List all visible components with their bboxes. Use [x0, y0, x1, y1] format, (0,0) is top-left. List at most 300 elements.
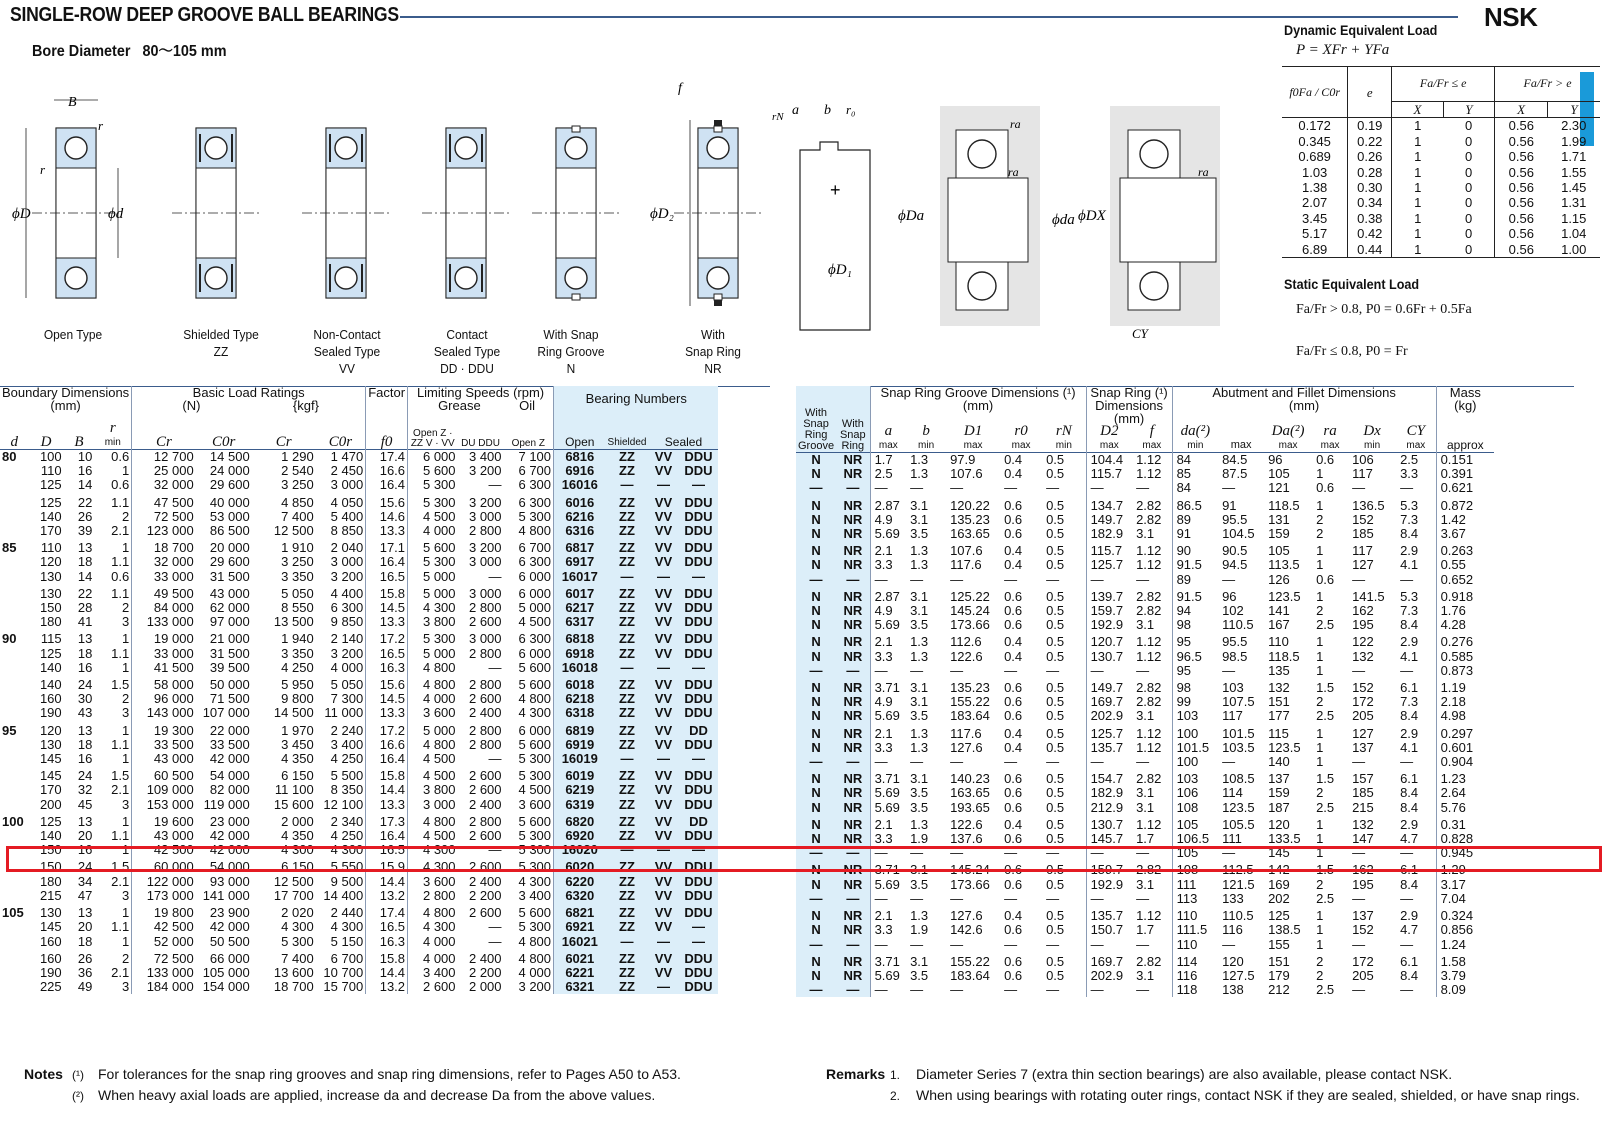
table-cell: 3 — [94, 615, 131, 629]
table-cell: 110 — [1176, 936, 1198, 952]
table-cell: — — [796, 573, 836, 587]
table-cell: 118 — [1176, 982, 1198, 998]
table-cell: 4.9 — [874, 694, 893, 710]
table-cell: 160 — [39, 933, 62, 949]
table-cell: 127.6 — [950, 908, 983, 924]
table-cell: — — [1004, 982, 1018, 998]
table-cell: 62 000 — [209, 600, 250, 616]
dynamic-load-row — [1282, 134, 1600, 149]
table-cell: 135.23 — [950, 511, 990, 527]
table-cell: 134.7 — [1090, 497, 1124, 513]
table-cell: 140 — [39, 508, 62, 524]
table-cell: 18 — [77, 933, 93, 949]
table-row — [0, 738, 718, 752]
table-cell: 215 — [1352, 799, 1374, 815]
table-cell: 2 800 — [468, 645, 502, 661]
table-cell: 18 — [77, 645, 93, 661]
table-cell: 90.5 — [1222, 543, 1248, 559]
table-cell: 3.1 — [910, 497, 929, 513]
table-cell — [0, 752, 29, 766]
table-cell: 8.4 — [1396, 618, 1436, 632]
table-cell: 1.12 — [1132, 558, 1172, 572]
table-cell: 169 — [1268, 876, 1290, 892]
table-cell: 0.6 — [1004, 694, 1023, 710]
table-cell: 6921 — [554, 920, 606, 934]
svg-text:ϕDX: ϕDX — [1078, 208, 1106, 224]
table-cell: NR — [836, 496, 870, 513]
table-cell: 120.22 — [950, 497, 990, 513]
table-cell: 4.1 — [1396, 650, 1436, 664]
table-cell: DDU — [678, 875, 718, 889]
table-cell: NR — [836, 541, 870, 558]
table-cell: 173.66 — [950, 876, 990, 892]
table-cell: — — [1004, 754, 1018, 770]
table-cell: 2 — [1316, 785, 1324, 801]
table-cell: 3.71 — [874, 862, 900, 878]
table-cell: 0.6 — [1316, 571, 1335, 587]
table-cell: 0.5 — [1042, 467, 1086, 481]
table-cell: 192.9 — [1090, 876, 1124, 892]
left-spec-table-wrap — [0, 386, 718, 994]
table-cell: 18 — [77, 554, 93, 570]
table-cell: ZZ — [606, 615, 649, 629]
table-cell: 1 — [94, 903, 131, 920]
table-cell — [0, 935, 29, 949]
table-cell: 2.9 — [1396, 906, 1436, 923]
table-cell: 6320 — [554, 889, 606, 903]
table-cell: — — [950, 480, 964, 496]
table-cell: 0.5 — [1042, 541, 1086, 558]
table-cell: 107.5 — [1222, 694, 1255, 710]
table-cell: 108.5 — [1222, 771, 1255, 787]
table-cell: 2 000 — [281, 813, 314, 829]
table-cell: 4 800 — [504, 935, 554, 949]
table-cell: 42 000 — [209, 751, 250, 767]
table-row — [0, 889, 718, 903]
header-mass-unit: (kg) — [1454, 398, 1477, 413]
header-e: e — [1348, 67, 1392, 118]
table-row — [796, 815, 1494, 832]
table-cell: — — [1004, 480, 1018, 496]
table-cell: NR — [836, 832, 870, 846]
table-cell: 0.5 — [1042, 618, 1086, 632]
table-cell: 122.6 — [950, 648, 983, 664]
table-cell: 1 470 — [316, 450, 366, 465]
table-cell: 89 — [1176, 511, 1192, 527]
table-row — [796, 938, 1494, 952]
table-cell: 97 000 — [209, 614, 250, 630]
table-cell: 5 600 — [504, 738, 554, 752]
table-cell: 1.7 — [1132, 832, 1172, 846]
table-cell: — — [678, 478, 718, 492]
table-cell: — — [1352, 754, 1366, 770]
table-cell: 4 300 — [316, 920, 366, 934]
table-cell: — — [1352, 890, 1366, 906]
table-cell: 16.4 — [366, 555, 408, 569]
table-cell: 91.5 — [1176, 588, 1202, 604]
table-cell — [0, 570, 29, 584]
table-cell: 5 600 — [504, 903, 554, 920]
table-row — [796, 541, 1494, 558]
table-cell: — — [836, 846, 870, 860]
table-cell: 6 000 — [504, 570, 554, 584]
table-cell: ZZ — [606, 966, 649, 980]
static-load-line-1: Fa/Fr > 0.8, P0 = 0.6Fr + 0.5Fa — [1296, 302, 1472, 317]
table-cell: 5 600 — [422, 463, 456, 479]
table-cell: 1 — [1316, 754, 1324, 770]
table-cell: 0.6 — [1316, 480, 1335, 496]
table-cell: N — [796, 969, 836, 983]
table-cell: 0.263 — [1440, 543, 1474, 559]
table-cell: — — [1352, 936, 1366, 952]
table-cell: 23 000 — [209, 813, 250, 829]
table-cell — [0, 524, 29, 538]
table-cell: 120 — [1222, 953, 1244, 969]
table-cell: 16 — [77, 751, 93, 767]
header-r-min: min — [104, 437, 121, 448]
header-symbol: D2 — [1100, 423, 1119, 439]
table-cell: 3.71 — [874, 953, 900, 969]
table-cell: 123.5 — [1268, 588, 1301, 604]
table-row — [796, 906, 1494, 923]
table-cell: 2.82 — [1132, 678, 1172, 695]
table-cell: 1.5 — [1316, 680, 1335, 696]
static-load-line-2: Fa/Fr ≤ 0.8, P0 = Fr — [1296, 344, 1408, 359]
table-cell: 0.5 — [1042, 650, 1086, 664]
table-cell: 5 600 — [422, 540, 456, 556]
table-cell: 0.31 — [1440, 816, 1466, 832]
table-cell: — — [874, 982, 888, 998]
table-cell: 125 — [39, 813, 62, 829]
table-cell: 2.1 — [94, 783, 131, 797]
table-cell: 185 — [1352, 526, 1374, 542]
diagram-caption-line: VV — [339, 361, 355, 376]
table-cell: 125.22 — [950, 588, 990, 604]
header-x1: X — [1392, 102, 1443, 118]
table-cell: VV — [648, 493, 678, 510]
table-cell: 155.22 — [950, 694, 990, 710]
table-cell: 151 — [1268, 953, 1290, 969]
table-cell: 14.4 — [366, 875, 408, 889]
table-cell — [0, 783, 29, 797]
table-cell: NR — [836, 801, 870, 815]
table-cell: 82 000 — [209, 782, 250, 798]
table-cell: 4 250 — [281, 659, 314, 675]
table-cell: 5 300 — [504, 829, 554, 843]
table-cell: 4 500 — [422, 751, 456, 767]
note-2-text: When heavy axial loads are applied, increase da and decrease Da from the above values. — [98, 1087, 656, 1103]
header-speeds-unit: (rpm) — [513, 385, 545, 400]
table-row — [0, 829, 718, 843]
table-cell: 130 — [39, 736, 62, 752]
table-cell: 2 — [1316, 694, 1324, 710]
dynamic-load-row — [1282, 242, 1600, 258]
table-cell: 3 400 — [422, 964, 456, 980]
table-cell: 133.5 — [1268, 831, 1301, 847]
table-cell: 15.9 — [366, 857, 408, 874]
table-cell: 154 000 — [202, 979, 250, 995]
table-cell: 5 300 — [422, 631, 456, 647]
table-cell: 1.5 — [1316, 862, 1335, 878]
table-cell — [0, 647, 29, 661]
table-cell: DDU — [678, 538, 718, 555]
table-cell: 5 300 — [504, 752, 554, 766]
table-cell: 2.1 — [94, 966, 131, 980]
table-cell: N — [796, 801, 836, 815]
table-cell: 0.5 — [1042, 906, 1086, 923]
remark-2-index: 2. — [890, 1089, 901, 1103]
table-cell: VV — [648, 555, 678, 569]
table-cell: 15 600 — [273, 796, 314, 812]
table-cell: N — [796, 541, 836, 558]
table-cell: N — [796, 587, 836, 604]
bore-label-text: Bore Diameter — [32, 43, 131, 60]
table-cell: 0.5 — [1042, 832, 1086, 846]
table-cell: N — [796, 923, 836, 937]
header-d2 — [1086, 425, 1132, 453]
table-cell: 16.6 — [366, 738, 408, 752]
table-cell: N — [796, 632, 836, 649]
table-cell: 6321 — [554, 980, 606, 994]
table-cell: 3.71 — [874, 771, 900, 787]
table-cell: 5.69 — [874, 967, 900, 983]
svg-text:+: + — [830, 180, 841, 200]
table-cell: 3.1 — [910, 771, 929, 787]
table-cell: 2 800 — [422, 887, 456, 903]
table-cell: 2 — [1316, 603, 1324, 619]
table-cell: 100 — [2, 813, 24, 829]
table-row — [796, 513, 1494, 527]
table-cell: 0.5 — [1042, 878, 1086, 892]
header-load-ratings — [132, 386, 366, 422]
table-cell: 149.7 — [1090, 511, 1124, 527]
table-cell: 130.7 — [1090, 648, 1124, 664]
table-cell: DDU — [678, 783, 718, 797]
table-cell: 115.7 — [1090, 543, 1123, 559]
table-cell: 2.1 — [874, 725, 893, 741]
table-row — [796, 467, 1494, 481]
table-cell: 3 — [94, 980, 131, 994]
table-cell: N — [796, 832, 836, 846]
table-cell: 15.8 — [366, 584, 408, 601]
table-cell: 71 500 — [209, 691, 250, 707]
table-cell: 103 — [1222, 680, 1244, 696]
table-cell: 14 — [77, 568, 93, 584]
dynamic-load-cell: 0.19 — [1348, 118, 1392, 134]
table-cell: 2.18 — [1440, 694, 1466, 710]
table-cell: 173.66 — [950, 617, 990, 633]
table-cell: 3 000 — [468, 631, 502, 647]
header-limit: max — [1278, 440, 1298, 451]
dynamic-load-cell: 1.15 — [1561, 210, 1587, 226]
table-cell: 140.23 — [950, 771, 990, 787]
dynamic-load-cell: 0 — [1443, 149, 1494, 164]
bearing-type-diagrams — [10, 81, 810, 318]
header-limit: max — [878, 440, 898, 451]
table-cell: 95 — [2, 722, 17, 738]
table-cell: VV — [648, 875, 678, 889]
table-cell: 60 000 — [153, 859, 194, 875]
table-cell: 2.1 — [874, 543, 893, 559]
table-cell: 187 — [1268, 799, 1290, 815]
table-cell: 120 — [39, 722, 62, 738]
table-cell: 3 200 — [316, 570, 366, 584]
table-cell: 105 — [2, 905, 24, 921]
table-row — [796, 969, 1494, 983]
table-cell: 7.3 — [1396, 604, 1436, 618]
table-cell: 2 600 — [468, 782, 502, 798]
dynamic-load-row — [1282, 195, 1600, 210]
table-row — [0, 538, 718, 555]
table-cell: 3.1 — [1132, 878, 1172, 892]
header-cy — [1396, 425, 1436, 453]
table-cell: 4 400 — [316, 584, 366, 601]
table-cell: 4 300 — [422, 859, 456, 875]
table-cell: DDU — [678, 493, 718, 510]
table-cell: 31 500 — [209, 645, 250, 661]
dynamic-load-cell: 1.00 — [1561, 241, 1587, 257]
table-cell: 153 000 — [146, 796, 194, 812]
dynamic-load-cell: 0 — [1443, 180, 1494, 195]
table-cell: 34 — [77, 873, 93, 889]
table-cell: DDU — [678, 949, 718, 966]
table-cell: 1 — [1316, 648, 1324, 664]
table-cell: — — [1090, 845, 1104, 861]
table-cell: — — [1042, 892, 1086, 906]
table-cell: ZZ — [606, 812, 649, 829]
page-title: SINGLE-ROW DEEP GROOVE BALL BEARINGS — [10, 4, 399, 26]
table-cell: 155 — [1268, 936, 1290, 952]
table-cell: 0.6 — [94, 478, 131, 492]
table-cell: — — [796, 892, 836, 906]
table-cell: 170 — [39, 782, 62, 798]
table-cell: 142 — [1268, 862, 1290, 878]
table-cell: 5 300 — [422, 554, 456, 570]
table-cell: — — [1132, 892, 1172, 906]
table-cell: ZZ — [606, 920, 649, 934]
table-cell: — — [1396, 846, 1436, 860]
highlighted-row-outline — [6, 846, 1602, 875]
table-cell: 7 300 — [316, 692, 366, 706]
table-cell: N — [796, 453, 836, 468]
table-cell: — — [1396, 983, 1436, 997]
bore-diameter-label — [32, 38, 227, 61]
notes-label: Notes — [24, 1066, 63, 1082]
table-cell: 5 600 — [504, 812, 554, 829]
dynamic-load-row — [1282, 211, 1600, 226]
table-cell: 8 550 — [281, 600, 314, 616]
dynamic-load-cell: 0.56 — [1508, 180, 1534, 196]
table-cell: 1.5 — [94, 766, 131, 783]
table-cell: 131 — [1268, 511, 1290, 527]
table-cell: — — [836, 755, 870, 769]
table-cell: 3.1 — [910, 511, 929, 527]
table-cell: 1.3 — [910, 634, 929, 650]
table-cell: 40 000 — [209, 494, 250, 510]
table-cell: — — [910, 480, 924, 496]
table-cell: 0.5 — [1042, 632, 1086, 649]
table-row — [0, 783, 718, 797]
table-cell: ZZ — [606, 510, 649, 524]
table-cell: — — [678, 935, 718, 949]
table-cell: 6219 — [554, 783, 606, 797]
table-cell: 0.6 — [1004, 680, 1023, 696]
table-cell: 117.6 — [950, 557, 982, 573]
table-cell: 1.5 — [94, 857, 131, 874]
table-cell: 4 000 — [422, 933, 456, 949]
mounting-diagrams — [772, 90, 1260, 350]
table-cell: — — [836, 573, 870, 587]
table-cell: 110 — [1176, 908, 1198, 924]
table-cell: 42 000 — [209, 842, 250, 858]
table-cell: 2 — [1316, 511, 1324, 527]
table-cell: 1 290 — [281, 449, 314, 464]
table-cell: NR — [836, 786, 870, 800]
table-cell: 2 — [1316, 876, 1324, 892]
table-cell: 6918 — [554, 647, 606, 661]
table-cell: NR — [836, 453, 870, 468]
table-cell: 105 — [1268, 543, 1290, 559]
table-cell: 1 — [1316, 634, 1324, 650]
table-row — [796, 527, 1494, 541]
table-cell: 1.42 — [1440, 511, 1466, 527]
table-cell: 0.5 — [1042, 604, 1086, 618]
table-cell: VV — [648, 857, 678, 874]
table-cell: 17.1 — [366, 538, 408, 555]
table-cell: 3.3 — [874, 739, 893, 755]
table-cell: 91.5 — [1176, 557, 1202, 573]
diagram-caption-line: Sealed Type — [313, 344, 381, 359]
table-cell: 50 500 — [209, 933, 250, 949]
title-rule — [400, 16, 1458, 18]
table-cell: 1.3 — [910, 557, 929, 573]
table-cell: — — [1222, 936, 1236, 952]
table-cell: 96 — [1222, 588, 1237, 604]
table-cell: — — [950, 845, 964, 861]
table-cell: 0.5 — [1042, 678, 1086, 695]
header-c0r-kgf: C0r — [316, 422, 366, 450]
table-cell: — — [796, 755, 836, 769]
table-cell: 192.9 — [1090, 617, 1124, 633]
table-cell: N — [796, 604, 836, 618]
table-cell: 0.6 — [1004, 526, 1023, 542]
table-cell: 4 250 — [316, 829, 366, 843]
table-row — [0, 584, 718, 601]
table-cell: — — [874, 480, 888, 496]
dynamic-load-cell: 1.55 — [1561, 164, 1587, 180]
table-cell: VV — [648, 615, 678, 629]
table-cell: — — [1352, 571, 1366, 587]
table-cell: 2.5 — [1396, 453, 1436, 468]
table-cell: — — [488, 568, 502, 584]
table-cell: — — [1132, 481, 1172, 495]
table-cell: 1 910 — [281, 540, 314, 556]
table-cell: 122 — [1352, 634, 1374, 650]
table-cell: 14.4 — [366, 783, 408, 797]
table-cell: VV — [648, 903, 678, 920]
table-cell: 0.5 — [1042, 952, 1086, 969]
table-cell: — — [1042, 573, 1086, 587]
remark-1 — [826, 1064, 1580, 1085]
table-cell: — — [910, 845, 924, 861]
table-cell: 122 000 — [146, 873, 194, 889]
header-boundary — [0, 386, 132, 422]
table-cell: ZZ — [606, 980, 649, 994]
table-cell: 127.5 — [1222, 967, 1255, 983]
dynamic-load-cell: 0 — [1443, 226, 1494, 241]
table-cell: 33 500 — [209, 736, 250, 752]
diagram-caption — [13, 326, 133, 343]
